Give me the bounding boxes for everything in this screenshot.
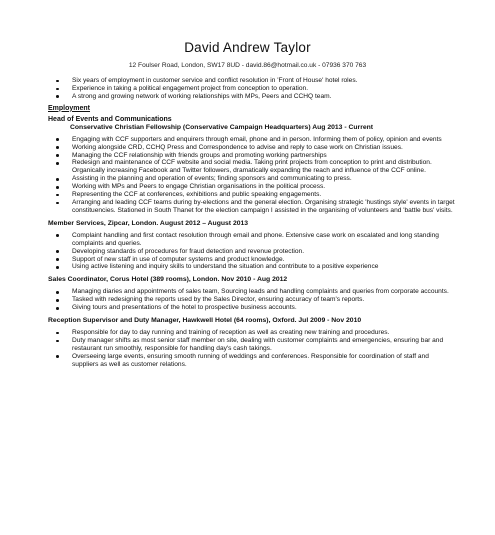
- job-bullet: Giving tours and presentations of the hotel to prospective business accounts.: [48, 304, 457, 312]
- job-bullet: Representing the CCF at conferences, exhibitions and public speaking engagements.: [48, 191, 457, 199]
- role-heading: Head of Events and Communications: [48, 115, 172, 123]
- job-title: Reception Supervisor and Duty Manager, Hawkwell Hotel (64 rooms), Oxford. Jul 2009 - Nov 2010: [48, 317, 362, 325]
- job-bullet: Complaint handling and first contact resolution through email and phone. Extensive case work on escalated and long standing complaints and queries.: [48, 232, 457, 248]
- job-bullets: [48, 232, 457, 272]
- job-title: Member Services, Zipcar, London. August 2012 – August 2013: [48, 219, 249, 227]
- summary-item: A strong and growing network of working relationships with MPs, Peers and CCHQ team.: [48, 93, 457, 101]
- job-bullet: Support of new staff in use of computer systems and product knowledge.: [48, 256, 457, 264]
- job-bullet: Managing the CCF relationship with friends groups and promoting working partnerships: [48, 152, 457, 160]
- job-bullet: Tasked with redesigning the reports used by the Sales Director, ensuring accuracy of team's reports.: [48, 296, 457, 304]
- job-corus: [38, 276, 457, 312]
- job-bullet: Responsible for day to day running and training of reception as well as creating new training and procedures.: [48, 329, 457, 337]
- job-bullets: [48, 136, 457, 215]
- job-ccf: [38, 124, 457, 215]
- summary-list: [48, 77, 457, 101]
- job-bullet: Overseeing large events, ensuring smooth running of weddings and conferences. Responsible for coordination of staff and suppliers as well as customer relations.: [48, 353, 457, 369]
- job-title: Sales Coordinator, Corus Hotel (389 rooms), London. Nov 2010 - Aug 2012: [48, 276, 288, 284]
- job-bullet: Engaging with CCF supporters and enquirers through email, phone and in person. Informing them of policy, opinion and events: [48, 136, 457, 144]
- employment-heading: Employment: [48, 104, 91, 112]
- job-bullet: Duty manager shifts as most senior staff member on site, dealing with customer complaints and emergencies, ensuring bar and restaurant run smoothly, responsible for handling day's cash takings.: [48, 337, 457, 353]
- job-bullets: [48, 329, 457, 369]
- contact-line: 12 Foulser Road, London, SW17 8UD - david.86@hotmail.co.uk - 07936 370 763: [128, 62, 367, 69]
- job-bullet: Assisting in the planning and operation of events; finding sponsors and communicating to press.: [48, 175, 457, 183]
- job-bullet: Working with MPs and Peers to engage Christian organisations in the political process.: [48, 183, 457, 191]
- job-title: Conservative Christian Fellowship (Conservative Campaign Headquarters) Aug 2013 - Current: [70, 123, 374, 131]
- job-bullet: Using active listening and inquiry skills to understand the situation and contribute to a positive experience: [48, 263, 457, 271]
- cv-page: [0, 40, 495, 535]
- summary-item: Experience in taking a political engagement project from conception to operation.: [48, 85, 457, 93]
- job-bullet: Arranging and leading CCF teams during by-elections and the general election. Organising strategic 'hustings style' events in target constituencies. Stationed in South Thanet for the election campaign I assisted in the organising of volunteers and 'battle bus' visits.: [48, 199, 457, 215]
- job-bullet: Working alongside CRD, CCHQ Press and Correspondence to advise and reply to case work on Christian issues.: [48, 144, 457, 152]
- candidate-name: David Andrew Taylor: [184, 40, 311, 55]
- job-bullet: Developing standards of procedures for fraud detection and revenue protection.: [48, 248, 457, 256]
- job-bullets: [48, 288, 457, 312]
- job-bullet: Managing diaries and appointments of sales team, Sourcing leads and handling complaints and queries from corporate accounts.: [48, 288, 457, 296]
- job-bullet: Redesign and maintenance of CCF website and social media. Taking print projects from conception to print and distribution. Organically increasing Facebook and Twitter followers, dramatically expanding the reach and influence of the CCF online.: [48, 159, 457, 175]
- job-hawkwell: [38, 317, 457, 369]
- summary-item: Six years of employment in customer service and conflict resolution in 'Front of House' hotel roles.: [48, 77, 457, 85]
- job-zipcar: [38, 220, 457, 272]
